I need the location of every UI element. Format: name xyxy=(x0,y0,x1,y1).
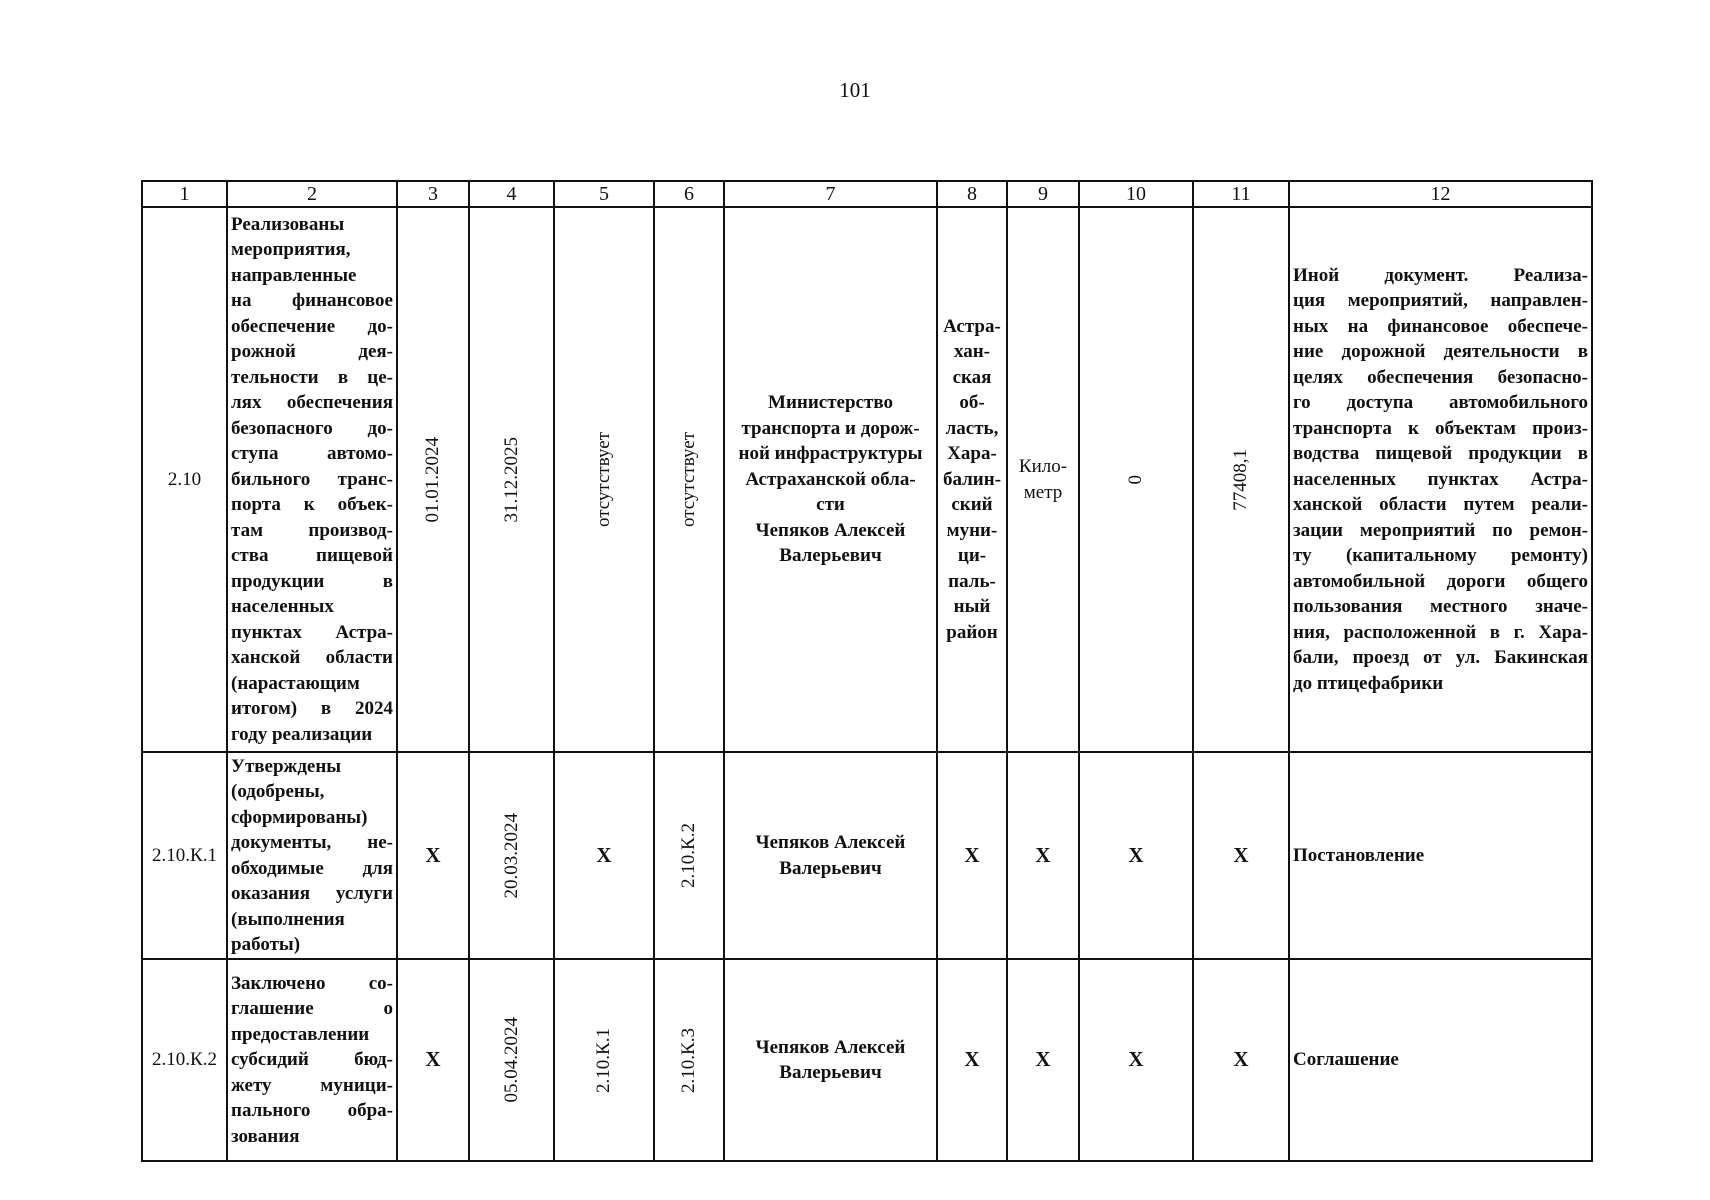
header-cell: 7 xyxy=(724,181,937,207)
header-cell: 1 xyxy=(142,181,227,207)
description-line: Заключено со- xyxy=(231,972,393,994)
table-row xyxy=(142,207,1592,752)
description-line: жету муници- xyxy=(231,1074,393,1096)
header-row xyxy=(142,181,1592,207)
responsible-cell xyxy=(724,207,937,752)
responsible-line: Валерьевич xyxy=(779,545,882,567)
description-line: порта к объек- xyxy=(231,494,393,516)
item-description xyxy=(227,959,397,1161)
document-line: ту (капитальному ремонту) xyxy=(1293,545,1588,567)
item-description xyxy=(227,207,397,752)
description-line: бильного транс- xyxy=(231,468,393,490)
header-cell: 9 xyxy=(1007,181,1079,207)
description-line: пунктах Астра- xyxy=(231,621,393,643)
description-line: тельности в це- xyxy=(231,366,393,388)
header-cell: 3 xyxy=(397,181,469,207)
amount: 77408,1 xyxy=(1230,448,1252,511)
document-line: населенных пунктах Астра- xyxy=(1293,468,1588,490)
territory-line: паль- xyxy=(948,570,996,592)
start-date: 01.01.2024 xyxy=(422,436,444,523)
description-line: направленные xyxy=(231,264,357,286)
responsible-line: Астраханской обла- xyxy=(745,468,916,490)
description-line: Реализованы xyxy=(231,213,345,235)
document-cell: Постановление xyxy=(1289,752,1592,959)
description-line: Утверждены xyxy=(231,755,342,777)
document-cell xyxy=(1289,207,1592,752)
predecessor: отсутствует xyxy=(593,431,615,528)
end-date-cell xyxy=(469,752,554,959)
value: 0 xyxy=(1125,474,1147,485)
unit-line: Кило- xyxy=(1018,456,1068,477)
header-cell: 10 xyxy=(1079,181,1193,207)
territory-line: ский xyxy=(951,494,993,516)
description-line: продукции в xyxy=(231,570,393,592)
description-line: обходимые для xyxy=(231,857,393,879)
description-line: (нарастающим xyxy=(231,672,360,694)
territory-line: муни- xyxy=(946,519,998,541)
document-cell: Соглашение xyxy=(1289,959,1592,1161)
end-date: 31.12.2025 xyxy=(500,436,522,523)
predecessor: 2.10.К.1 xyxy=(593,1027,615,1093)
territory-line: об- xyxy=(959,392,985,414)
header-cell: 2 xyxy=(227,181,397,207)
successor-cell xyxy=(654,959,724,1161)
description-line: итогом) в 2024 xyxy=(231,698,393,720)
successor: отсутствует xyxy=(678,431,700,528)
description-line: ступа автомо- xyxy=(231,443,393,465)
plan-table xyxy=(141,180,1593,1162)
responsible-line: Чепяков Алексей xyxy=(755,519,906,541)
successor: 2.10.К.3 xyxy=(678,1027,700,1093)
unit-cell: Х xyxy=(1007,959,1079,1161)
responsible-line: сти xyxy=(816,494,845,516)
document-line: зации мероприятий по ремон- xyxy=(1293,519,1588,541)
responsible-line: Валерьевич xyxy=(779,857,882,879)
document-line: Иной документ. Реализа- xyxy=(1293,264,1588,286)
document-line: ние дорожной деятельности в xyxy=(1293,341,1588,363)
document-line: бали, проезд от ул. Бакинская xyxy=(1293,647,1588,669)
description-line: (одобрены, xyxy=(231,781,325,802)
successor: 2.10.К.2 xyxy=(678,823,700,888)
description-line: ства пищевой xyxy=(231,545,393,567)
description-line: году реализации xyxy=(231,723,373,745)
description-line: предоставлении xyxy=(231,1023,370,1045)
amount-cell: Х xyxy=(1193,752,1289,959)
item-number: 2.10.К.2 xyxy=(142,959,227,1161)
territory-line: ская xyxy=(952,366,992,388)
document-line: го доступа автомобильного xyxy=(1293,392,1588,414)
amount-cell xyxy=(1193,207,1289,752)
description-line: на финансовое xyxy=(231,290,393,312)
description-line: безопасного до- xyxy=(231,417,393,439)
amount-cell: Х xyxy=(1193,959,1289,1161)
responsible-line: транспорта и дорож- xyxy=(741,417,920,439)
territory-line: балин- xyxy=(942,468,1002,490)
document-line: водства пищевой продукции в xyxy=(1293,443,1588,465)
successor-cell xyxy=(654,207,724,752)
description-line: субсидий бюд- xyxy=(231,1049,393,1071)
territory-line: ный xyxy=(953,596,991,618)
description-line: населенных xyxy=(231,596,334,618)
description-line: пального обра- xyxy=(231,1100,393,1122)
document-line: до птицефабрики xyxy=(1293,672,1444,694)
territory-line: ци- xyxy=(957,545,987,567)
value-cell xyxy=(1079,207,1193,752)
start-date-cell: Х xyxy=(397,752,469,959)
description-line: (выполнения xyxy=(231,908,345,930)
responsible-line: Чепяков Алексей xyxy=(755,1036,906,1058)
end-date-cell xyxy=(469,207,554,752)
predecessor-cell xyxy=(554,959,654,1161)
value-cell: Х xyxy=(1079,959,1193,1161)
document-line: ных на финансовое обеспече- xyxy=(1293,315,1588,337)
header-cell: 6 xyxy=(654,181,724,207)
header-cell: 12 xyxy=(1289,181,1592,207)
table-row xyxy=(142,959,1592,1161)
description-line: глашение о xyxy=(231,998,393,1020)
unit-cell: Х xyxy=(1007,752,1079,959)
document-line: транспорта к объектам произ- xyxy=(1293,417,1588,439)
page-number: 101 xyxy=(839,78,871,102)
description-line: оказания услуги xyxy=(231,883,393,904)
header-cell: 11 xyxy=(1193,181,1289,207)
end-date: 20.03.2024 xyxy=(500,812,522,899)
territory-cell: Х xyxy=(937,752,1007,959)
territory-line: Астра- xyxy=(943,315,1001,337)
description-line: сформированы) xyxy=(231,806,368,828)
start-date-cell xyxy=(397,207,469,752)
responsible-line: Валерьевич xyxy=(779,1062,882,1083)
unit-cell xyxy=(1007,207,1079,752)
successor-cell xyxy=(654,752,724,959)
predecessor-cell xyxy=(554,207,654,752)
responsible-line: ной инфраструктуры xyxy=(738,443,923,465)
item-number: 2.10 xyxy=(142,207,227,752)
unit-line: метр xyxy=(1023,481,1063,503)
item-description xyxy=(227,752,397,959)
description-line: ханской области xyxy=(231,647,393,669)
responsible-line: Министерство xyxy=(768,392,893,414)
value-cell: Х xyxy=(1079,752,1193,959)
description-line: обеспечение до- xyxy=(231,315,393,337)
territory-line: Хара- xyxy=(947,443,997,465)
territory-line: район xyxy=(946,621,998,643)
document-line: ханской области путем реали- xyxy=(1293,494,1588,516)
end-date: 05.04.2024 xyxy=(500,1017,522,1103)
document-line: ния, расположенной в г. Хара- xyxy=(1293,621,1588,643)
responsible-line: Чепяков Алексей xyxy=(755,832,906,853)
document-line: пользования местного значе- xyxy=(1293,596,1588,618)
description-line: лях обеспечения xyxy=(231,392,393,414)
end-date-cell xyxy=(469,959,554,1161)
header-cell: 4 xyxy=(469,181,554,207)
item-number: 2.10.К.1 xyxy=(142,752,227,959)
responsible-cell xyxy=(724,959,937,1161)
predecessor-cell: Х xyxy=(554,752,654,959)
table-row xyxy=(142,752,1592,959)
document-line: автомобильной дороги общего xyxy=(1293,570,1588,592)
territory-line: ласть, xyxy=(945,417,999,439)
description-line: документы, не- xyxy=(231,832,393,853)
description-line: там производ- xyxy=(231,519,393,541)
territory-line: хан- xyxy=(953,341,991,363)
document-line: целях обеспечения безопасно- xyxy=(1293,366,1588,388)
description-line: мероприятия, xyxy=(231,239,351,261)
start-date-cell: Х xyxy=(397,959,469,1161)
description-line: рожной дея- xyxy=(231,341,393,363)
description-line: работы) xyxy=(231,934,301,955)
territory-cell: Х xyxy=(937,959,1007,1161)
header-cell: 8 xyxy=(937,181,1007,207)
responsible-cell xyxy=(724,752,937,959)
territory-cell xyxy=(937,207,1007,752)
document-line: ция мероприятий, направлен- xyxy=(1293,290,1588,312)
description-line: зования xyxy=(231,1125,300,1147)
header-cell: 5 xyxy=(554,181,654,207)
